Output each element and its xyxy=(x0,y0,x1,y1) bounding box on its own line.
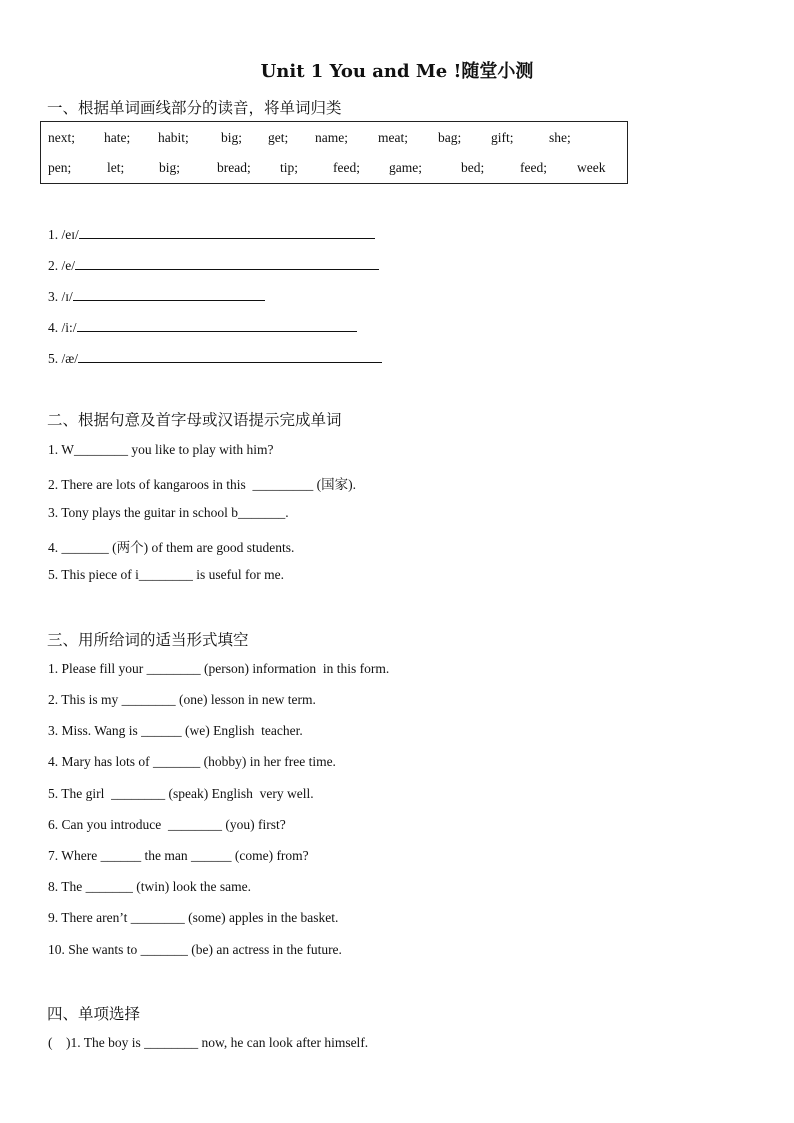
question-text: 2. This is my ________ (one) lesson in new term. xyxy=(48,692,316,707)
question-text: 4. _______ (两个) of them are good students. xyxy=(48,540,295,555)
word: next; xyxy=(48,130,75,145)
section2-heading: 二、根据句意及首字母或汉语提示完成单词 xyxy=(47,411,342,429)
phonetic-label: 3. /ɪ/ xyxy=(48,289,73,304)
phonetic-item-4 xyxy=(48,317,357,336)
word: pen; xyxy=(48,160,72,175)
phonetic-label: 5. /æ/ xyxy=(48,351,79,366)
word: game; xyxy=(389,160,422,175)
word: feed; xyxy=(333,160,360,175)
word: big; xyxy=(159,160,181,175)
question-item xyxy=(48,505,289,521)
word: big; xyxy=(221,130,243,145)
word: bag; xyxy=(438,130,462,145)
question-text: 2. There are lots of kangaroos in this _________ (国家). xyxy=(48,477,356,492)
word-row-1 xyxy=(41,130,627,150)
question-text: 9. There aren’t ________ (some) apples in the basket. xyxy=(48,910,339,925)
word: bread; xyxy=(217,160,251,175)
question-item xyxy=(48,848,309,864)
question-item xyxy=(48,754,336,770)
question-item xyxy=(48,942,342,958)
question-text: 10. She wants to _______ (be) an actress in the future. xyxy=(48,942,342,957)
word-box xyxy=(40,121,628,184)
question-text: ( )1. The boy is ________ now, he can look after himself. xyxy=(48,1035,369,1050)
word: bed; xyxy=(461,160,485,175)
answer-blank[interactable] xyxy=(75,255,379,270)
phonetic-item-2 xyxy=(48,255,379,274)
word: let; xyxy=(107,160,125,175)
phonetic-label: 2. /e/ xyxy=(48,258,75,273)
word: get; xyxy=(268,130,289,145)
section3-heading: 三、用所给词的适当形式填空 xyxy=(47,631,249,649)
question-item xyxy=(48,910,338,926)
word: meat; xyxy=(378,130,408,145)
word: name; xyxy=(315,130,348,145)
question-item xyxy=(48,817,286,833)
answer-blank[interactable] xyxy=(78,348,382,363)
question-text: 5. The girl ________ (speak) English very well. xyxy=(48,786,314,801)
question-text: 6. Can you introduce ________ (you) first? xyxy=(48,817,286,832)
answer-blank[interactable] xyxy=(77,317,357,332)
question-text: 3. Tony plays the guitar in school b_______. xyxy=(48,505,289,520)
word: tip; xyxy=(280,160,299,175)
question-item xyxy=(48,473,356,493)
word: week xyxy=(577,160,606,175)
question-item xyxy=(48,567,284,583)
question-item xyxy=(48,1035,368,1051)
question-text: 3. Miss. Wang is ______ (we) English teacher. xyxy=(48,723,303,738)
question-text: 7. Where ______ the man ______ (come) from? xyxy=(48,848,309,863)
phonetic-label: 4. /i:/ xyxy=(48,320,77,335)
question-item xyxy=(48,442,273,458)
question-text: 8. The _______ (twin) look the same. xyxy=(48,879,251,894)
phonetic-item-3 xyxy=(48,286,265,305)
phonetic-item-1 xyxy=(48,224,375,243)
question-item xyxy=(48,879,251,895)
question-item xyxy=(48,786,314,802)
word: she; xyxy=(549,130,571,145)
answer-blank[interactable] xyxy=(73,286,265,301)
word: habit; xyxy=(158,130,189,145)
page-title: Unit 1 You and Me !随堂小测 xyxy=(260,61,534,82)
word: gift; xyxy=(491,130,514,145)
section1-heading: 一、根据单词画线部分的读音，将单词归类 xyxy=(47,99,342,117)
question-text: 1. W________ you like to play with him? xyxy=(48,442,274,457)
word: hate; xyxy=(104,130,131,145)
question-item xyxy=(48,723,303,739)
question-item xyxy=(48,536,294,556)
section4-heading: 四、单项选择 xyxy=(47,1005,141,1023)
question-text: 1. Please fill your ________ (person) information in this form. xyxy=(48,661,390,676)
word-row-2 xyxy=(41,160,627,180)
question-text: 5. This piece of i________ is useful for me. xyxy=(48,567,284,582)
question-item xyxy=(48,661,389,677)
word: feed; xyxy=(520,160,547,175)
question-text: 4. Mary has lots of _______ (hobby) in her free time. xyxy=(48,754,336,769)
answer-blank[interactable] xyxy=(79,224,375,239)
phonetic-label: 1. /eɪ/ xyxy=(48,227,79,242)
question-item xyxy=(48,692,316,708)
phonetic-item-5 xyxy=(48,348,382,367)
